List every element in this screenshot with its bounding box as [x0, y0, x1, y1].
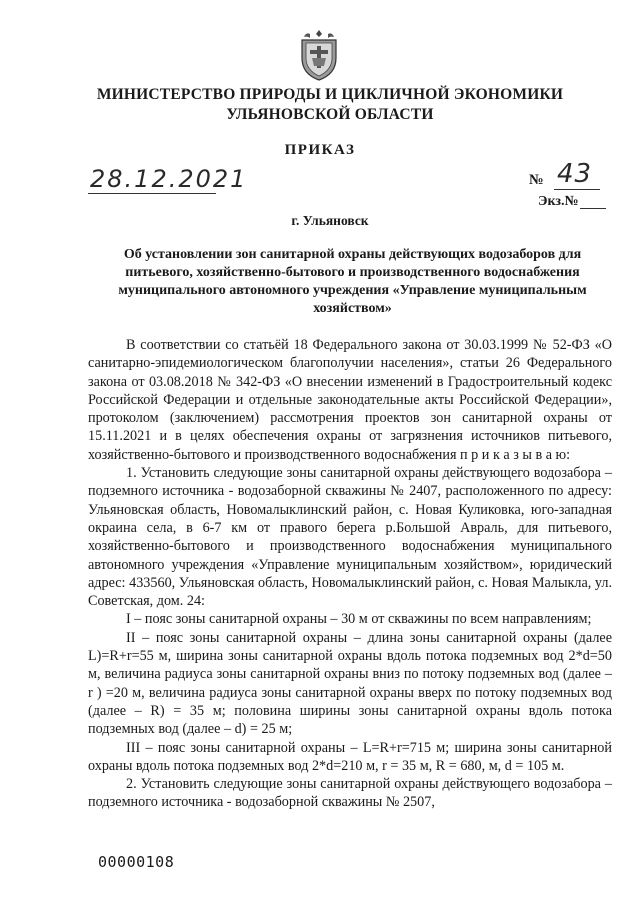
city: г. Ульяновск: [291, 213, 369, 228]
number-label: №: [529, 172, 544, 188]
ministry-name-line2: УЛЬЯНОВСКОЙ ОБЛАСТИ: [226, 106, 434, 123]
intro-paragraph: В соответствии со статьёй 18 Федерального закона от 30.03.1999 № 52-ФЗ «О санитарно-эпидемиологическом благополучии населения», статьи 26 Федерального закона от 03.08.2018 № 342-ФЗ «О внесении изменений в Градостроительный кодекс Российской Федерации и отдельные законодательные акты Российской Федерации», протоколом (заключением) рассмотрения проектов зон санитарной охраны от 15.11.2021 и в целях обеспечения охраны от загрязнения источников питьевого, хозяйственно-бытового и производственного водоснабжения п р и к а з ы в а ю:: [88, 337, 612, 463]
copy-number-label: Экз.№: [538, 194, 579, 209]
belt-2-paragraph: II – пояс зоны санитарной охраны – длина зоны санитарной охраны (далее L)=R+r=55 м, ширина зоны санитарной охраны вдоль потока подземных вод 2*d=50 м, величина радиуса зоны санитарной охраны вниз по потоку подземных вод (далее –r ) =20 м, величина радиуса зоны санитарной охраны вверх по потоку подземных вод (далее – R) = 35 м; половина ширины зоны санитарной охраны вдоль потока подземных вод (далее – d) = 25 м;: [88, 629, 612, 738]
ministry-name-line1: МИНИСТЕРСТВО ПРИРОДЫ И ЦИКЛИЧНОЙ ЭКОНОМИКИ: [96, 86, 564, 103]
order-subject: Об установлении зон санитарной охраны действующих водозаборов для питьевого, хозяйственно-бытового и производственного водоснабжения муниципального автономного учреждения «Управление муниципальным хозяйством»: [118, 247, 587, 316]
item-1-paragraph: 1. Установить следующие зоны санитарной охраны действующего водозабора – подземного источника - водозаборной скважины № 2407, расположенного по адресу: Ульяновская область, Новомалыклинский район, с. Новая Куликовка, юго-западная окраина села, в 6-7 км от правого берега р.Большой Авраль, для питьевого, хозяйственно-бытового и производственного водоснабжения муниципального автономного учреждения «Управление муниципальным хозяйством», юридический адрес: 433560, Ульяновская область, Новомалыклинский район, с. Новая Малыкла, ул. Советская, дом. 24:: [88, 465, 612, 610]
order-date: 28.12.2021: [90, 165, 248, 193]
document-code: 00000108: [98, 853, 175, 871]
belt-1-paragraph: I – пояс зоны санитарной охраны – 30 м от скважины по всем направлениям;: [126, 611, 592, 628]
belt-3-paragraph: III – пояс зоны санитарной охраны – L=R+r=715 м; ширина зоны санитарной охраны вдоль потока подземных вод 2*d=210 м, r = 35 м, R = 680, м, d = 105 м.: [88, 739, 612, 774]
order-body: [88, 336, 612, 812]
document-type: ПРИКАЗ: [284, 142, 356, 158]
item-2-paragraph: 2. Установить следующие зоны санитарной охраны действующего водозабора – подземного источника - водозаборной скважины № 2507,: [88, 776, 612, 811]
coat-of-arms-icon: [296, 28, 342, 82]
copy-number-underline: [580, 208, 606, 209]
number-underline: [554, 189, 600, 190]
date-underline: [88, 193, 216, 194]
order-number: 43: [557, 159, 593, 189]
